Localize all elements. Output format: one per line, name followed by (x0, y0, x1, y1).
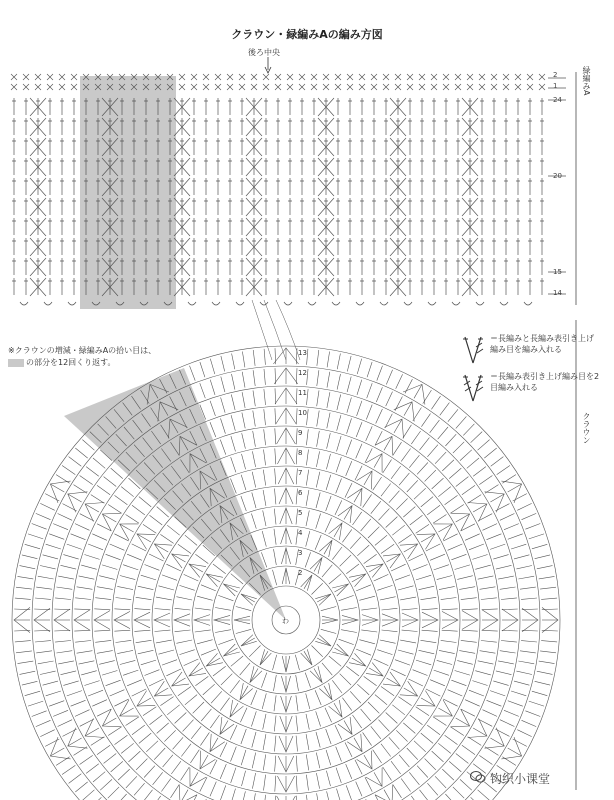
ring-number-10: 10 (298, 409, 307, 417)
ring-number-5: 5 (298, 509, 303, 517)
watermark-text: 钩织小课堂 (490, 772, 551, 786)
row-label-2: 2 (553, 71, 558, 79)
row-label-14: 14 (553, 289, 562, 297)
repeat-shade-rect (80, 76, 176, 309)
legend-text-1: ＝長編みと長編み表引き上げ編み目を編み入れる (490, 334, 594, 354)
repeat-shade-wedge (64, 368, 286, 620)
fpdc-two-into-one-stitch-symbol (462, 371, 484, 407)
chart-title: クラウン・緑編みAの編み方図 (231, 28, 383, 41)
center-ring-label: わ (282, 617, 289, 625)
note-line-1: ※クラウンの増減・緑編みAの拾い目は、 (8, 346, 157, 355)
back-center-label: 後ろ中央 (248, 48, 280, 57)
row-label-15: 15 (553, 268, 562, 276)
note-line-2: の部分を12回くり返す。 (26, 358, 116, 367)
shade-swatch (8, 359, 24, 367)
row-label-20: 20 (553, 172, 562, 180)
ring-number-12: 12 (298, 369, 307, 377)
ring-number-2: 2 (298, 569, 303, 577)
ring-number-9: 9 (298, 429, 303, 437)
ring-number-7: 7 (298, 469, 303, 477)
row-label-1: 1 (553, 82, 558, 90)
ring-number-8: 8 (298, 449, 303, 457)
ring-number-4: 4 (298, 529, 303, 537)
ring-number-13: 13 (298, 349, 307, 357)
ring-number-3: 3 (298, 549, 303, 557)
legend-text-2: ＝長編み表引き上げ編み目を2目編み入れる (490, 372, 600, 392)
ring-number-11: 11 (298, 389, 307, 397)
double-crochet-fpdc-increase-symbol (462, 333, 484, 369)
row-label-24: 24 (553, 96, 562, 104)
repeat-note (8, 345, 178, 369)
wechat-icon (470, 769, 486, 785)
crown-side-label: クラウン (582, 412, 591, 444)
edging-side-label: 緑編みA (582, 66, 591, 96)
ring-number-6: 6 (298, 489, 303, 497)
